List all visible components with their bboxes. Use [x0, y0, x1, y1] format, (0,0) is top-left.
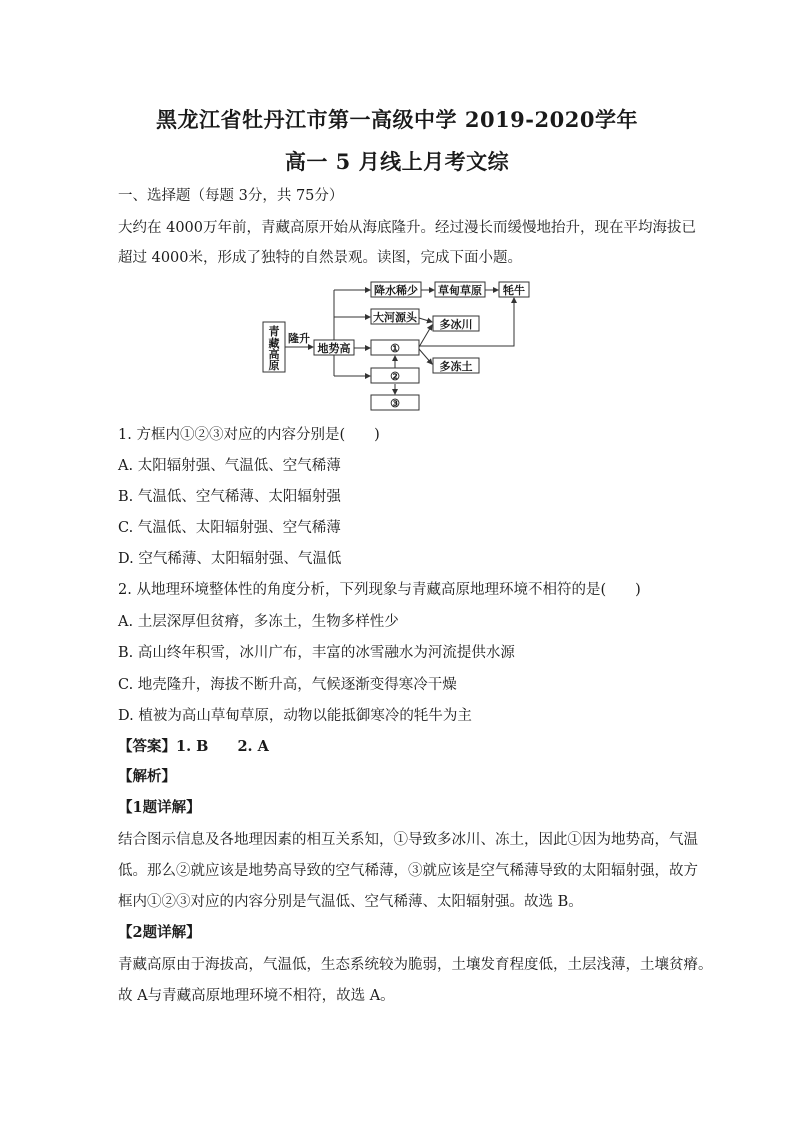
box-2-label: ②: [390, 370, 400, 383]
box-1-label: ①: [390, 342, 400, 355]
glacier-label: 多冰川: [439, 318, 473, 331]
high-terrain-label: 地势高: [317, 342, 351, 355]
yak-label: 牦牛: [503, 284, 525, 297]
detail-2-heading: 【2题详解】: [118, 924, 201, 941]
plateau-char-4: 原: [268, 359, 280, 372]
low-rain-label: 降水稀少: [374, 284, 418, 297]
q1-option-c: C. 气温低、太阳辐射强、空气稀薄: [118, 520, 341, 536]
intro-line-2: 超过 4000米，形成了独特的自然景观。读图，完成下面小题。: [118, 250, 523, 266]
q2-option-c: C. 地壳隆升，海拔不断升高，气候逐渐变得寒冷干燥: [118, 677, 457, 693]
title-line-1: 黑龙江省牡丹江市第一高级中学 2019-2020学年: [156, 107, 638, 132]
analysis-heading: 【解析】: [118, 768, 176, 785]
detail-1-line-1: 结合图示信息及各地理因素的相互关系知，①导致多冰川、冻土，因此①因为地势高，气温: [118, 832, 698, 848]
q2-stem: 2. 从地理环境整体性的角度分析，下列现象与青藏高原地理环境不相符的是( ): [118, 582, 641, 598]
river-source-label: 大河源头: [373, 311, 417, 324]
box-3-label: ③: [390, 397, 400, 410]
intro-line-1: 大约在 4000万年前，青藏高原开始从海底隆升。经过漫长而缓慢地抬升，现在平均海拔已: [118, 220, 697, 236]
diagram-svg: [262, 278, 540, 414]
answer-line: 【答案】1. B 2. A: [118, 738, 269, 755]
uplift-label: 隆升: [288, 332, 310, 345]
permafrost-label: 多冻土: [439, 360, 473, 373]
plateau-char-1: 青: [268, 325, 280, 338]
q1-option-a: A. 太阳辐射强、气温低、空气稀薄: [118, 458, 341, 474]
q1-option-d: D. 空气稀薄、太阳辐射强、气温低: [118, 551, 342, 567]
plateau-char-2: 藏: [268, 337, 280, 350]
detail-1-heading: 【1题详解】: [118, 799, 201, 816]
plateau-diagram: [262, 278, 540, 414]
detail-2-line-1: 青藏高原由于海拔高，气温低，生态系统较为脆弱，土壤发育程度低，土层浅薄，土壤贫瘠。: [118, 957, 713, 973]
title-line-2: 高一 5 月线上月考文综: [284, 149, 510, 174]
detail-1-line-2: 低。那么②就应该是地势高导致的空气稀薄，③就应该是空气稀薄导致的太阳辐射强，故方: [118, 863, 698, 879]
section-heading: 一、选择题（每题 3分，共 75分）: [118, 188, 344, 204]
detail-1-line-3: 框内①②③对应的内容分别是气温低、空气稀薄、太阳辐射强。故选 B。: [118, 894, 583, 910]
q2-option-d: D. 植被为高山草甸草原，动物以能抵御寒冷的牦牛为主: [118, 708, 472, 724]
meadow-label: 草甸草原: [438, 284, 482, 297]
q1-option-b: B. 气温低、空气稀薄、太阳辐射强: [118, 489, 341, 505]
q2-option-a: A. 土层深厚但贫瘠，多冻土，生物多样性少: [118, 614, 399, 630]
q1-stem: 1. 方框内①②③对应的内容分别是( ): [118, 427, 380, 443]
plateau-char-3: 高: [268, 348, 280, 361]
detail-2-line-2: 故 A与青藏高原地理环境不相符，故选 A。: [118, 988, 395, 1004]
q2-option-b: B. 高山终年积雪，冰川广布，丰富的冰雪融水为河流提供水源: [118, 645, 515, 661]
